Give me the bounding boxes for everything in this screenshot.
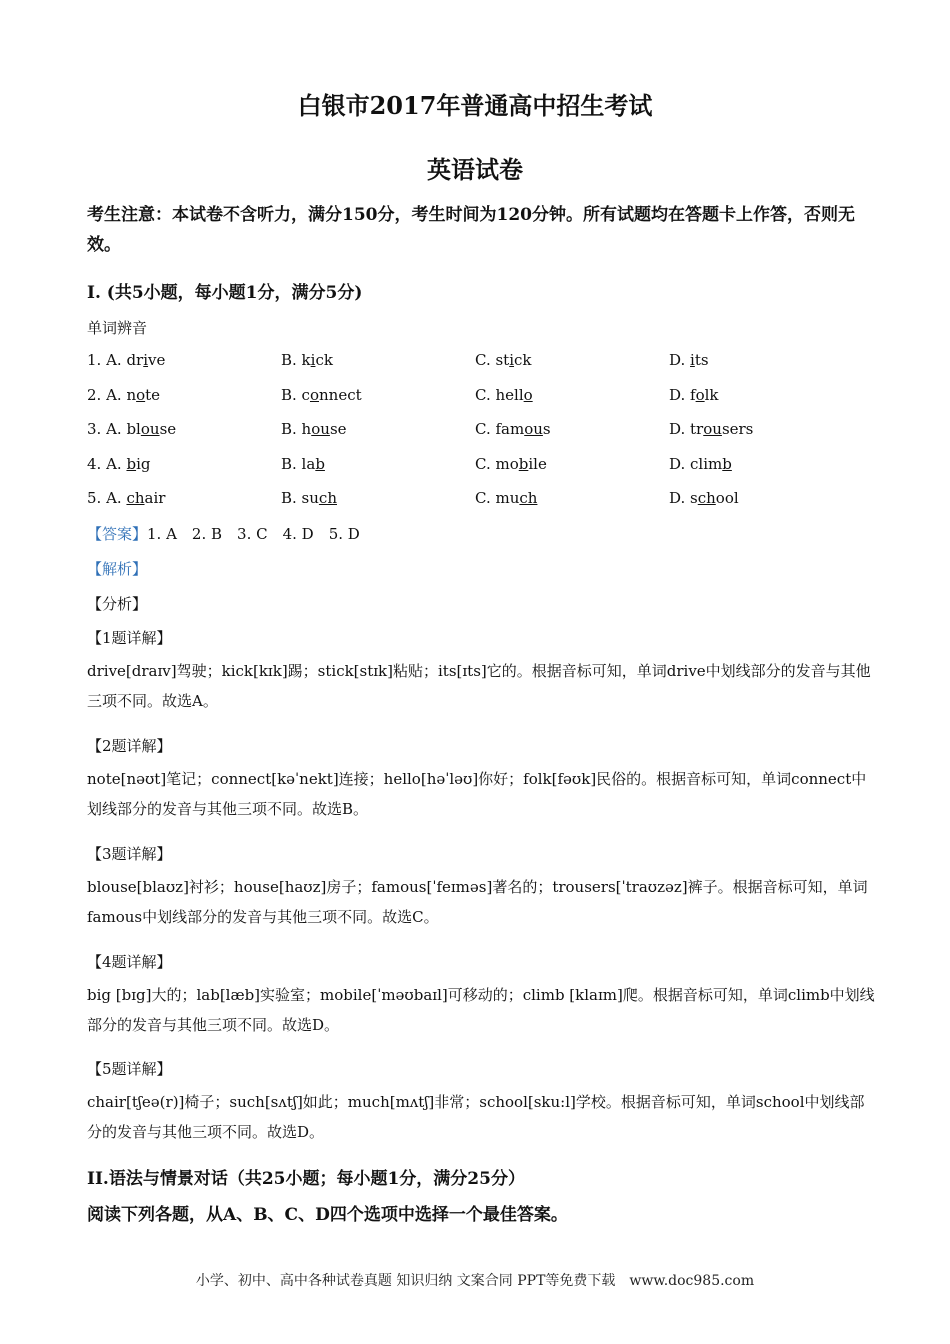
question-4-option-b xyxy=(281,455,325,473)
option-text: te xyxy=(145,385,161,404)
option-text: B. la xyxy=(281,454,316,473)
question-1-option-d xyxy=(669,351,709,369)
question-3-option-c xyxy=(475,420,551,438)
option-text: ig xyxy=(136,454,151,473)
section1-instruction: 单词辨音 xyxy=(87,319,148,337)
option-text: air xyxy=(144,489,166,507)
question-5-option-a xyxy=(87,489,165,507)
option-text: D. tr xyxy=(669,420,704,438)
option-text: C. mu xyxy=(475,489,520,507)
detail-2-text: note[nəʊt]笔记；connect[kəˈnekt]连接；hello[həˈləʊ]你好；folk[fəʊk]民俗的。根据音标可知，单词connect中划线部分的发音与其他三项不同。故选B。 xyxy=(87,770,867,818)
option-text: ile xyxy=(528,454,547,473)
option-text: B. k xyxy=(281,351,311,369)
underlined-letters: b xyxy=(722,454,732,473)
question-2-option-a xyxy=(87,386,160,404)
question-5-option-b xyxy=(281,489,337,507)
question-1-option-c xyxy=(475,351,532,369)
answer-label: 【答案】 xyxy=(87,525,148,543)
underlined-letters: b xyxy=(518,454,529,473)
detail-1-text: drive[draɪv]驾驶；kick[kɪk]踢；stick[stɪk]粘贴；its[ɪts]它的。根据音标可知，单词drive中划线部分的发音与其他三项不同。故选A。 xyxy=(87,662,871,710)
underlined-letters: b xyxy=(126,454,137,473)
option-text: ts xyxy=(694,351,709,369)
underlined-letters: i xyxy=(310,351,316,369)
underlined-letters: ou xyxy=(703,420,722,438)
question-4-option-c xyxy=(475,455,547,473)
option-text: 3. A. bl xyxy=(87,420,141,438)
underlined-letters: ou xyxy=(140,420,160,438)
option-text: B. h xyxy=(281,420,312,438)
option-text: D. f xyxy=(669,385,696,404)
question-4-option-a xyxy=(87,455,150,473)
underlined-letters: ch xyxy=(697,489,716,507)
option-text: C. mo xyxy=(475,454,519,473)
underlined-letters: ch xyxy=(318,489,337,507)
underlined-letters: i xyxy=(690,351,695,369)
detail-5-text: chair[tʃeə(r)]椅子；such[sʌtʃ]如此；much[mʌtʃ]非常；school[sku:l]学校。根据音标可知，单词school中划线部分的发音与其他三项不同。故选D。 xyxy=(87,1093,865,1141)
option-text: ve xyxy=(148,351,166,369)
underlined-letters: ou xyxy=(311,420,330,438)
option-text: D. s xyxy=(669,489,698,507)
fenxi-label: 【分析】 xyxy=(87,595,148,613)
option-text: ck xyxy=(514,351,532,369)
underlined-letters: i xyxy=(509,351,515,369)
section1-heading: I. (共5小题，每小题1分，满分5分) xyxy=(87,283,363,303)
option-text: 1. A. dr xyxy=(87,351,144,369)
option-text: 2. A. n xyxy=(87,385,137,404)
underlined-letters: ch xyxy=(126,489,145,507)
detail-2-label: 【2题详解】 xyxy=(87,737,172,755)
option-text: s xyxy=(542,420,551,438)
detail-1-label: 【1题详解】 xyxy=(87,629,172,647)
underlined-letters: ou xyxy=(524,420,543,438)
option-text: C. hell xyxy=(475,385,524,404)
underlined-letters: o xyxy=(523,385,533,404)
section2-heading: II.语法与情景对话（共25小题；每小题1分，满分25分） xyxy=(87,1169,525,1189)
analysis-line xyxy=(87,558,877,579)
option-text: se xyxy=(329,420,347,438)
option-text: B. su xyxy=(281,489,319,507)
option-text: C. st xyxy=(475,351,510,369)
question-3-option-b xyxy=(281,420,347,438)
detail-3-label: 【3题详解】 xyxy=(87,845,172,863)
detail-4-text: big [bɪg]大的；lab[læb]实验室；mobile[ˈməʊbaɪl]可移动的；climb [klaɪm]爬。根据音标可知，单词climb中划线部分的发音与其他三项不同。故选D。 xyxy=(87,986,875,1034)
underlined-letters: o xyxy=(695,385,705,404)
option-text: sers xyxy=(721,420,754,438)
option-text: ool xyxy=(715,489,739,507)
option-text: se xyxy=(159,420,177,438)
underlined-letters: o xyxy=(309,385,319,404)
option-text: lk xyxy=(704,385,719,404)
answer-line xyxy=(87,523,877,544)
option-text: ck xyxy=(315,351,333,369)
option-text: D. xyxy=(669,351,691,369)
question-2-option-d xyxy=(669,386,719,404)
underlined-letters: i xyxy=(143,351,149,369)
question-5-option-c xyxy=(475,489,537,507)
question-4-option-d xyxy=(669,455,732,473)
option-text: D. clim xyxy=(669,454,723,473)
underlined-letters: o xyxy=(136,385,146,404)
page-footer: 小学、初中、高中各种试卷真题 知识归纳 文案合同 PPT等免费下载 www.doc985.com xyxy=(195,1273,755,1289)
exam-title: 白银市2017年普通高中招生考试 xyxy=(297,91,653,120)
question-2-option-b xyxy=(281,386,362,404)
option-text: B. c xyxy=(281,385,310,404)
section2-instruction: 阅读下列各题，从A、B、C、D四个选项中选择一个最佳答案。 xyxy=(87,1205,568,1225)
question-1-option-a xyxy=(87,351,165,369)
answer-text: 1. A 2. B 3. C 4. D 5. D xyxy=(147,525,360,543)
detail-4-label: 【4题详解】 xyxy=(87,953,172,971)
question-3-option-d xyxy=(669,420,753,438)
analysis-label: 【解析】 xyxy=(87,560,148,578)
question-2-option-c xyxy=(475,386,533,404)
question-1-option-b xyxy=(281,351,333,369)
question-3-option-a xyxy=(87,420,176,438)
option-text: 4. A. xyxy=(87,454,127,473)
option-text: 5. A. xyxy=(87,489,127,507)
option-text: nnect xyxy=(319,385,362,404)
detail-5-label: 【5题详解】 xyxy=(87,1060,172,1078)
option-text: C. fam xyxy=(475,420,525,438)
exam-notice: 考生注意：本试卷不含听力，满分150分，考生时间为120分钟。所有试题均在答题卡上作答，否则无效。 xyxy=(87,205,855,255)
question-5-option-d xyxy=(669,489,739,507)
underlined-letters: ch xyxy=(519,489,538,507)
detail-3-text: blouse[blaʊz]衬衫；house[haʊz]房子；famous[ˈfeɪməs]著名的；trousers[ˈtraʊzəz]裤子。根据音标可知，单词famous中划线部分的发音与其他三项不同。故选C。 xyxy=(87,878,868,926)
exam-subtitle: 英语试卷 xyxy=(427,155,523,184)
underlined-letters: b xyxy=(315,454,325,473)
